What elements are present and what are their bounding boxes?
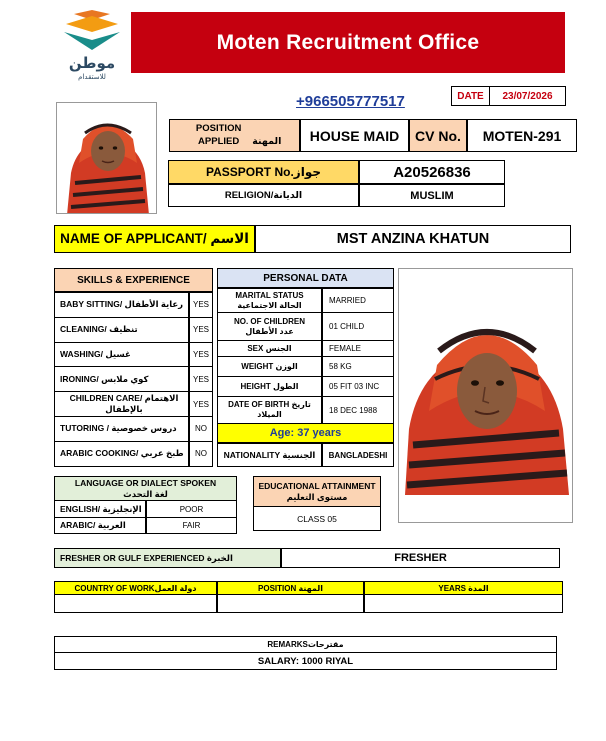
nationality-value: BANGLADESHI	[322, 443, 394, 467]
experience-label: FRESHER OR GULF EXPERIENCED الخبرة	[54, 548, 281, 568]
personal-value: 01 CHILD	[322, 312, 394, 341]
skill-label: CHILDREN CARE/ الاهتمام بالإطفال	[54, 391, 189, 417]
skill-value: NO	[189, 441, 213, 467]
skill-value: NO	[189, 416, 213, 442]
passport-label: PASSPORT No.جواز	[168, 160, 359, 184]
age-value: Age: 37 years	[217, 423, 394, 443]
logo-arabic-text: موطن	[68, 54, 116, 72]
personal-value: 05 FIT 03 INC	[322, 376, 394, 397]
personal-label: NO. OF CHILDREN عدد الأطفال	[217, 312, 322, 341]
date-label: DATE	[452, 87, 490, 105]
personal-label: SEX الجنس	[217, 340, 322, 357]
portrait-icon	[57, 103, 157, 214]
education-value: CLASS 05	[253, 507, 381, 531]
applicant-name-label: NAME OF APPLICANT/ الاسم	[54, 225, 255, 253]
position-label-en: POSITION APPLIED	[195, 122, 242, 147]
education-title: EDUCATIONAL ATTAINMENT مستوى التعليم	[253, 476, 381, 507]
personal-label: WEIGHT الوزن	[217, 356, 322, 377]
position-label-ar: المهنة	[252, 135, 282, 147]
position-applied-label	[169, 119, 300, 152]
skill-label: IRONING/ كوي ملابس	[54, 366, 189, 392]
language-value: POOR	[146, 501, 237, 518]
salary-value: SALARY: 1000 RIYAL	[54, 653, 557, 670]
applicant-photo-small	[56, 102, 157, 214]
logo-arabic-subtext: للاستقدام	[78, 73, 106, 81]
page-title: Moten Recruitment Office	[131, 12, 565, 73]
country-of-work-header: COUNTRY OF WORKدولة العمل	[54, 581, 217, 595]
phone-number[interactable]: +966505777517	[296, 93, 405, 110]
years-cell	[364, 595, 563, 613]
date-value: 23/07/2026	[502, 90, 553, 102]
skill-label: CLEANING/ تنظيف	[54, 317, 189, 343]
passport-number: A20526836	[359, 160, 505, 184]
experience-value: FRESHER	[281, 548, 560, 568]
skill-value: YES	[189, 391, 213, 417]
company-logo	[60, 10, 124, 80]
skill-label: ARABIC COOKING/ طبخ عربي	[54, 441, 189, 467]
personal-value: FEMALE	[322, 340, 394, 357]
personal-label: DATE OF BIRTH تاريخ الميلاد	[217, 396, 322, 424]
skill-label: TUTORING / دروس خصوصية	[54, 416, 189, 442]
personal-value: MARRIED	[322, 288, 394, 313]
personal-value: 18 DEC 1988	[322, 396, 394, 424]
language-value: FAIR	[146, 517, 237, 534]
personal-data-title: PERSONAL DATA	[217, 268, 394, 288]
religion-label: RELIGION/الديانة	[168, 184, 359, 207]
applicant-photo-large	[398, 268, 573, 523]
portrait-icon	[399, 269, 573, 523]
language-label: ARABIC/ العربية	[54, 517, 146, 534]
skill-label: BABY SITTING/ رعاية الأطفال	[54, 292, 189, 318]
personal-label: HEIGHT الطول	[217, 376, 322, 397]
skill-value: YES	[189, 342, 213, 368]
skill-value: YES	[189, 292, 213, 318]
position-cell	[217, 595, 364, 613]
remarks-label: REMARKSمقترحات	[54, 636, 557, 653]
years-header: YEARS المدة	[364, 581, 563, 595]
personal-label: MARITAL STATUS الحالة الاجتماعية	[217, 288, 322, 313]
nationality-label: NATIONALITY الجنسية	[217, 443, 322, 467]
logo-mark-icon	[60, 10, 124, 54]
religion-value: MUSLIM	[359, 184, 505, 207]
skills-title: SKILLS & EXPERIENCE	[54, 268, 213, 292]
personal-value: 58 KG	[322, 356, 394, 377]
language-label: ENGLISH/ الإنجليزية	[54, 501, 146, 518]
position-header: POSITION المهنة	[217, 581, 364, 595]
language-title: LANGUAGE OR DIALECT SPOKEN لغة التحدث	[54, 476, 237, 501]
skill-label: WASHING/ غسيل	[54, 342, 189, 368]
skill-value: YES	[189, 317, 213, 343]
skill-value: YES	[189, 366, 213, 392]
cv-number: MOTEN-291	[467, 119, 577, 152]
position-value: HOUSE MAID	[300, 119, 409, 152]
cv-label: CV No.	[409, 119, 467, 152]
date-box	[451, 86, 566, 106]
applicant-name: MST ANZINA KHATUN	[255, 225, 571, 253]
country-of-work-cell	[54, 595, 217, 613]
